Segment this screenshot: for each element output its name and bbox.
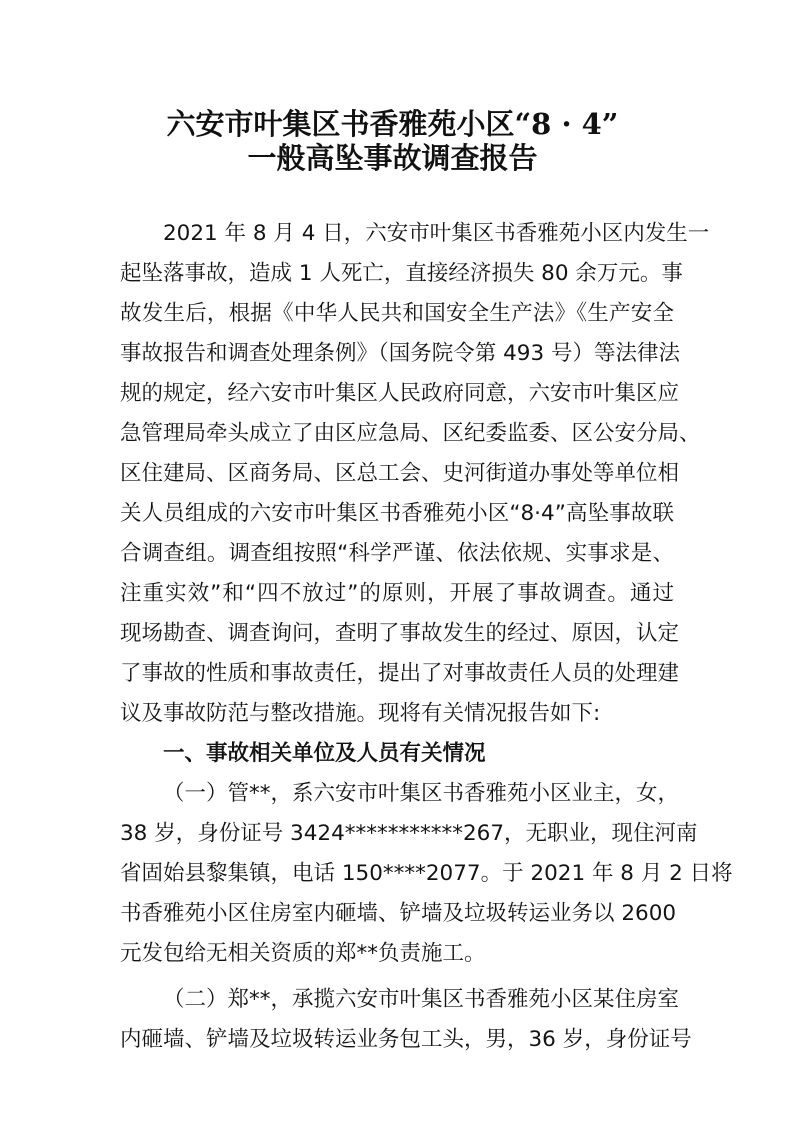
text-line: （一）管**，系六安市叶集区书香雅苑小区业主，女，	[163, 781, 680, 806]
text-line: 规的规定，经六安市叶集区人民政府同意，六安市叶集区应	[120, 381, 680, 406]
text-line: 注重实效”和“四不放过”的原则，开展了事故调查。通过	[120, 581, 674, 606]
text-line: （二）郑**，承揽六安市叶集区书香雅苑小区某住房室	[163, 987, 680, 1012]
document-title-line-2: 一般高坠事故调查报告	[247, 141, 538, 175]
text-line: 区住建局、区商务局、区总工会、史河街道办事处等单位相	[120, 461, 680, 486]
text-line: 了事故的性质和事故责任，提出了对事故责任人员的处理建	[120, 661, 680, 686]
text-line: 元发包给无相关资质的郑**负责施工。	[120, 941, 486, 966]
text-line: 38 岁，身份证号 3424***********267，无职业，现住河南	[120, 821, 698, 846]
text-line: 事故报告和调查处理条例》（国务院令第 493 号）等法律法	[120, 341, 680, 366]
text-line: 故发生后，根据《中华人民共和国安全生产法》《生产安全	[120, 301, 674, 326]
document-body	[120, 214, 733, 1060]
text-line: 起坠落事故，造成 1 人死亡，直接经济损失 80 余万元。事	[120, 261, 683, 286]
text-line: 关人员组成的六安市叶集区书香雅苑小区“8·4”高坠事故联	[120, 501, 674, 526]
text-line: 内砸墙、铲墙及垃圾转运业务包工头，男，36 岁，身份证号	[120, 1027, 692, 1052]
text-line: 现场勘查、调查询问，查明了事故发生的经过、原因，认定	[120, 621, 680, 646]
section-heading: 一、事故相关单位及人员有关情况	[163, 741, 486, 766]
text-line: 急管理局牵头成立了由区应急局、区纪委监委、区公安分局、	[120, 421, 701, 446]
intro-paragraph	[120, 214, 710, 734]
text-line: 议及事故防范与整改措施。现将有关情况报告如下:	[120, 701, 601, 726]
text-line: 2021 年 8 月 4 日，六安市叶集区书香雅苑小区内发生一	[163, 221, 710, 246]
person-2-paragraph	[120, 980, 692, 1060]
text-line: 省固始县黎集镇，电话 150****2077。于 2021 年 8 月 2 日将	[120, 861, 733, 886]
text-line: 合调查组。调查组按照“科学严谨、依法依规、实事求是、	[120, 541, 674, 566]
document-title-line-1: 六安市叶集区书香雅苑小区“8 · 4”	[166, 107, 619, 141]
text-line: 书香雅苑小区住房室内砸墙、铲墙及垃圾转运业务以 2600	[120, 901, 677, 926]
person-1-paragraph	[120, 774, 733, 974]
